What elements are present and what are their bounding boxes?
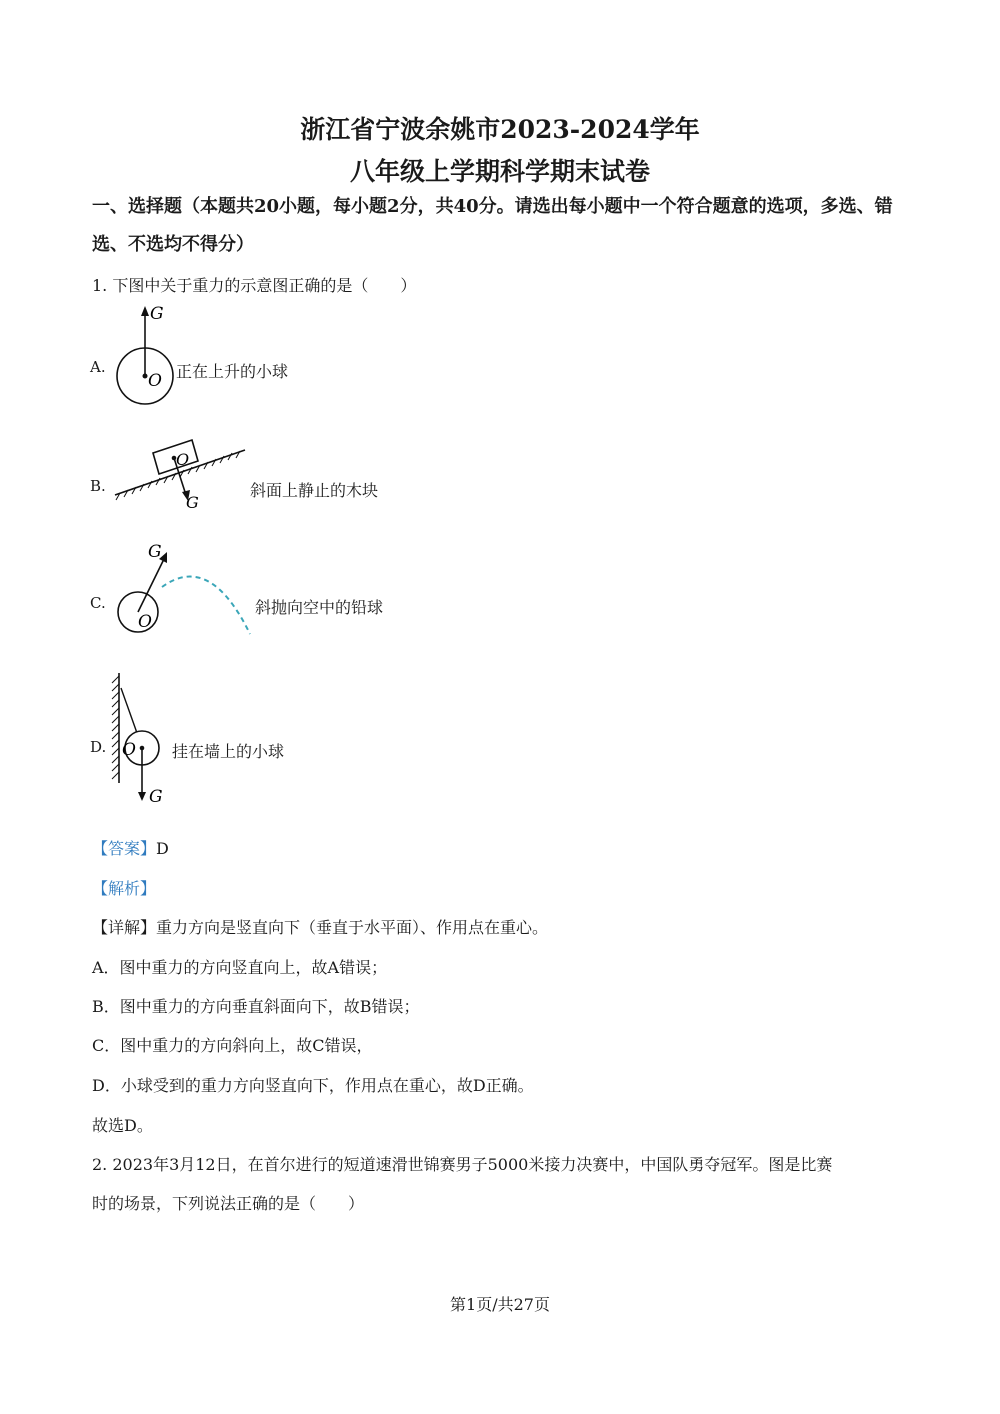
question-2-line1: 2. 2023年3月12日，在首尔进行的短道速滑世锦赛男子5000米接力决赛中，中国队勇夺冠军。图是比赛 — [92, 1155, 833, 1174]
explain-b: B．图中重力的方向垂直斜面向下，故B错误； — [92, 997, 420, 1016]
option-d-caption: 挂在墙上的小球 — [172, 742, 285, 761]
explain-a: A．图中重力的方向竖直向上，故A错误； — [92, 958, 388, 977]
center-label: O — [148, 371, 162, 391]
string — [121, 688, 137, 733]
option-b-diagram — [110, 425, 250, 515]
answer-value: D — [156, 839, 169, 858]
option-b-caption: 斜面上静止的木块 — [250, 481, 379, 500]
explain-c: C．图中重力的方向斜向上，故C错误， — [92, 1036, 373, 1055]
page-number: 第1页/共27页 — [450, 1295, 550, 1314]
center-label: O — [122, 740, 136, 760]
page-title-line1: 浙江省宁波余姚市2023-2024学年 — [300, 115, 700, 144]
option-a-caption: 正在上升的小球 — [176, 362, 289, 381]
gravity-label: G — [148, 542, 162, 562]
gravity-arrow-head — [138, 792, 146, 801]
option-a-label: A. — [90, 358, 106, 376]
option-c-diagram — [110, 537, 260, 642]
option-d-diagram — [105, 668, 175, 813]
gravity-arrow-shaft — [138, 559, 164, 612]
gravity-arrow-head — [141, 306, 149, 316]
page-title-line2: 八年级上学期科学期末试卷 — [349, 157, 650, 186]
answer-tag: 【答案】 — [92, 839, 157, 858]
wall — [112, 673, 119, 783]
question-2-line2: 时的场景，下列说法正确的是（ ） — [92, 1194, 365, 1213]
option-a-diagram — [100, 300, 190, 410]
analysis-tag: 【解析】 — [92, 879, 157, 898]
gravity-label: G — [186, 493, 199, 512]
explain-d: D．小球受到的重力方向竖直向下，作用点在重心，故D正确。 — [92, 1076, 534, 1095]
center-label: O — [138, 612, 152, 632]
trajectory-curve — [162, 577, 250, 634]
gravity-label: G — [149, 787, 163, 807]
answer-line — [92, 836, 169, 859]
question-1-stem: 1. 下图中关于重力的示意图正确的是（ ） — [92, 276, 417, 295]
option-c-label: C. — [90, 594, 106, 612]
center-label: O — [176, 450, 190, 469]
center-point — [143, 374, 148, 379]
section-heading: 一、选择题（本题共20小题，每小题2分，共40分。请选出每小题中一个符合题意的选项，多选、错选、不选均不得分） — [92, 196, 893, 255]
detail-text: 【详解】重力方向是竖直向下（垂直于水平面）、作用点在重心。 — [92, 918, 549, 937]
option-b-label: B. — [90, 477, 106, 495]
gravity-label: G — [150, 304, 164, 324]
option-d-label: D. — [90, 738, 107, 756]
conclusion: 故选D。 — [92, 1116, 153, 1135]
option-c-caption: 斜抛向空中的铅球 — [255, 598, 384, 617]
